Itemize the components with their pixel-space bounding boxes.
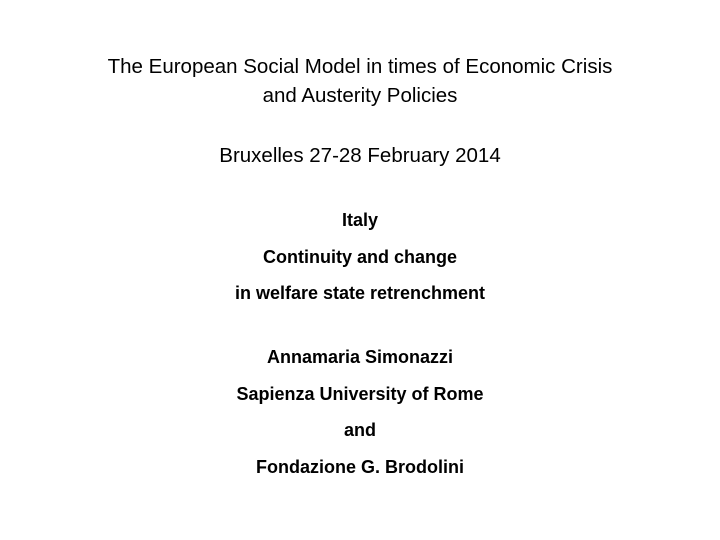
title-line-2: and Austerity Policies xyxy=(262,84,458,107)
topic-heading: Continuity and change xyxy=(262,246,457,267)
slide-title xyxy=(40,52,680,110)
topic-country: Italy xyxy=(341,210,379,230)
event-date: Bruxelles 27-28 February 2014 xyxy=(219,144,501,167)
author-affiliation-2: Fondazione G. Brodolini xyxy=(256,456,464,477)
author-affiliation: Sapienza University of Rome xyxy=(236,383,484,404)
author-block xyxy=(80,339,640,485)
presentation-topic xyxy=(80,202,640,312)
author-conjunction: and xyxy=(343,420,376,440)
title-line-1: The European Social Model in times of Economic Crisis xyxy=(107,55,613,78)
author-name: Annamaria Simonazzi xyxy=(266,347,454,367)
topic-subheading: in welfare state retrenchment xyxy=(234,283,486,303)
